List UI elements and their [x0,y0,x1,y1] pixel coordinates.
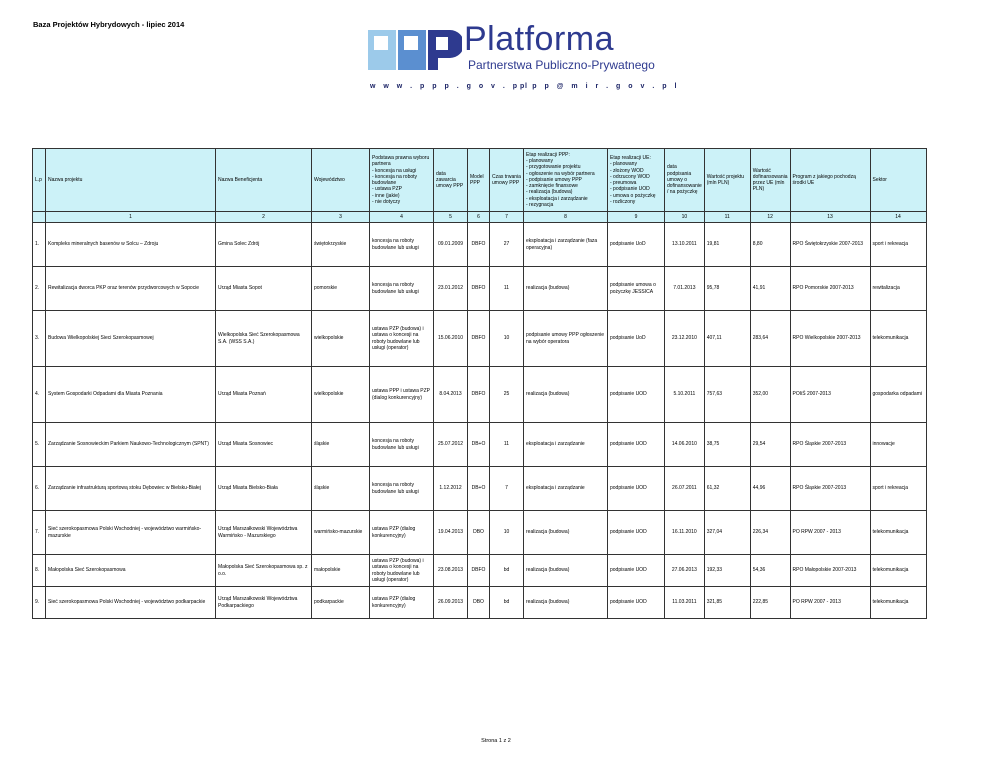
table-cell: 15.06.2010 [434,311,468,367]
table-cell: 11 [490,267,524,311]
table-cell: realizacja (budowa) [524,367,608,423]
table-cell: DB+O [468,467,490,511]
table-cell: bd [490,555,524,587]
table-row [33,555,927,587]
table-cell: 8. [33,555,46,587]
table-cell: 11.03.2011 [665,587,705,619]
table-cell: ustawa PPP i ustawa PZP (dialog konkurencyjny) [370,367,434,423]
table-cell: 2. [33,267,46,311]
header-cell: Sektor [870,149,926,212]
table-cell: 26.07.2011 [665,467,705,511]
table-row [33,467,927,511]
table-cell: telekomunikacja [870,555,926,587]
table-cell: 44,96 [750,467,790,511]
column-number-cell: 11 [704,212,750,223]
table-cell: Zarządzanie infrastrukturą sportową stoku Dębowiec w Bielsku-Białej [46,467,216,511]
table-cell: 10 [490,511,524,555]
table-cell: 19,81 [704,223,750,267]
table-cell: warmińsko-mazurskie [312,511,370,555]
table-cell: 222,85 [750,587,790,619]
table-cell: 321,85 [704,587,750,619]
table-cell: DBFO [468,311,490,367]
header-cell: Model PPP [468,149,490,212]
table-cell: DBFO [468,223,490,267]
table-cell: realizacja (budowa) [524,587,608,619]
header-cell: Województwo [312,149,370,212]
table-cell: 407,11 [704,311,750,367]
table-cell: Urząd Miasta Sopot [216,267,312,311]
header-cell: Czas trwania umowy PPP [490,149,524,212]
column-number-cell: 8 [524,212,608,223]
table-header-row [33,149,927,212]
table-cell: wielkopolskie [312,311,370,367]
header-cell: L.p [33,149,46,212]
brand-name: Platforma [464,20,614,58]
header-cell: Nazwa projektu [46,149,216,212]
table-cell: 14.06.2010 [665,423,705,467]
table-cell: RPO Pomorskie 2007-2013 [790,267,870,311]
table-cell: 54,36 [750,555,790,587]
table-row [33,267,927,311]
table-cell: RPO Śląskie 2007-2013 [790,423,870,467]
website-url[interactable]: w w w . p p p . g o v . p l [370,83,530,90]
header-cell: Etap realizacji UE: - planowany - złożony WOD - odrzucony WOD - preumowa - podpisanie UOD - umowa o pożyczkę - rozliczony [608,149,665,212]
table-row [33,587,927,619]
table-cell: Sieć szerokopasmowa Polski Wschodniej - województwo warmińsko-mazurskie [46,511,216,555]
table-cell: 192,33 [704,555,750,587]
table-cell: 9. [33,587,46,619]
table-cell: Urząd Miasta Sosnowiec [216,423,312,467]
table-cell: 38,75 [704,423,750,467]
table-cell: innowacje [870,423,926,467]
table-cell: podpisanie umowa o pożyczkę JESSICA [608,267,665,311]
table-cell: 1. [33,223,46,267]
table-cell: Urząd Miasta Poznań [216,367,312,423]
table-row [33,311,927,367]
table-cell: 8.04.2013 [434,367,468,423]
table-cell: DBO [468,587,490,619]
table-cell: System Gospodarki Odpadami dla Miasta Poznania [46,367,216,423]
column-number-cell: 2 [216,212,312,223]
column-number-cell: 1 [46,212,216,223]
table-cell: gospodarka odpadami [870,367,926,423]
table-cell: DBFO [468,267,490,311]
table-cell: telekomunikacja [870,587,926,619]
table-cell: Urząd Marszałkowski Województwa Podkarpackiego [216,587,312,619]
projects-table [32,148,927,619]
table-cell: pomorskie [312,267,370,311]
table-cell: POIiŚ 2007-2013 [790,367,870,423]
table-cell: Sieć szerokopasmowa Polski Wschodniej - województwo podkarpackie [46,587,216,619]
table-cell: sport i rekreacja [870,223,926,267]
table-cell: podkarpackie [312,587,370,619]
table-cell: 226,34 [750,511,790,555]
column-number-cell [33,212,46,223]
table-cell: 8,80 [750,223,790,267]
table-cell: 23.01.2012 [434,267,468,311]
table-cell: Budowa Wielkopolskiej Sieci Szerokopasmowej [46,311,216,367]
table-cell: Małopolska Sieć Szerokopasmowa sp. z o.o. [216,555,312,587]
table-cell: 5.10.2011 [665,367,705,423]
header-cell: data podpisania umowy o dofinansowanie / na pożyczkę [665,149,705,212]
table-cell: Urząd Marszałkowski Województwa Warmińsko - Mazurskiego [216,511,312,555]
column-number-cell: 12 [750,212,790,223]
table-row [33,223,927,267]
table-cell: podpisanie UOD [608,511,665,555]
table-cell: ustawa PZP (dialog konkurencyjny) [370,587,434,619]
ppp-logo-mark-icon [368,28,462,74]
column-number-cell: 14 [870,212,926,223]
column-number-cell: 10 [665,212,705,223]
table-cell: podpisanie UOD [608,423,665,467]
column-number-row [33,212,927,223]
table-cell: małopolskie [312,555,370,587]
table-cell: 95,78 [704,267,750,311]
table-cell: DB+O [468,423,490,467]
table-cell: RPO Śląskie 2007-2013 [790,467,870,511]
table-cell: Rewitalizacja dworca PKP oraz terenów przydworcowych w Sopocie [46,267,216,311]
table-cell: eksploatacja i zarządzanie (faza operacyjna) [524,223,608,267]
table-cell: koncesja na roboty budowlane lub usługi [370,223,434,267]
table-cell: wielkopolskie [312,367,370,423]
column-number-cell: 5 [434,212,468,223]
table-cell: 6. [33,467,46,511]
contact-email[interactable]: p p p @ m i r . g o v . p l [520,83,680,90]
table-cell: telekomunikacja [870,511,926,555]
table-cell: 1.12.2012 [434,467,468,511]
table-cell: RPO Małopolskie 2007-2013 [790,555,870,587]
table-cell: 283,64 [750,311,790,367]
brand-subtitle: Partnerstwa Publiczno-Prywatnego [468,58,655,72]
table-cell: 41,91 [750,267,790,311]
table-cell: Gmina Solec Zdrój [216,223,312,267]
table-cell: 19.04.2013 [434,511,468,555]
table-cell: telekomunikacja [870,311,926,367]
table-cell: ustawa PZP (budowa) i ustawa o koncesji na roboty budowlane lub usługi (operator) [370,311,434,367]
table-cell: eksploatacja i zarządzanie [524,467,608,511]
table-cell: podpisanie UOD [608,555,665,587]
table-cell: 09.01.2009 [434,223,468,267]
table-cell: PO RPW 2007 - 2013 [790,587,870,619]
table-cell: 13.10.2011 [665,223,705,267]
header-cell: Nazwa Beneficjenta [216,149,312,212]
table-cell: sport i rekreacja [870,467,926,511]
table-cell: podpisanie UOD [608,367,665,423]
table-row [33,511,927,555]
table-cell: śląskie [312,467,370,511]
table-cell: koncesja na roboty budowlane lub usługi [370,467,434,511]
table-cell: 10 [490,311,524,367]
table-row [33,367,927,423]
table-cell: 11 [490,423,524,467]
table-cell: 27.06.2013 [665,555,705,587]
header-cell: Wartość dofinansowania przez UE (mln PLN) [750,149,790,212]
table-cell: 3. [33,311,46,367]
header-cell: Etap realizacji PPP: - planowany - przygotowanie projektu - ogłoszenie na wybór partnera - podpisanie umowy PPP - zamknięcie finansowe - realizacja (budowa) - eksploatacja i zarządzanie - rezygnacja [524,149,608,212]
table-cell: świętokrzyskie [312,223,370,267]
table-cell: Zarządzanie Sosnowieckim Parkiem Naukowo-Technologicznym (SPNT) [46,423,216,467]
table-cell: RPO Wielkopolskie 2007-2013 [790,311,870,367]
table-cell: 29,54 [750,423,790,467]
column-number-cell: 6 [468,212,490,223]
header-cell: Podstawa prawna wyboru partnera - koncesja na usługi - koncesja na roboty budowlane - ustawa PZP - inne (jakie) - nie dotyczy [370,149,434,212]
column-number-cell: 9 [608,212,665,223]
table-cell: PO RPW 2007 - 2013 [790,511,870,555]
header-cell: data zawarcia umowy PPP [434,149,468,212]
table-cell: 327,04 [704,511,750,555]
page-footer: Strona 1 z 2 [481,738,511,744]
table-cell: koncesja na roboty budowlane lub usługi [370,267,434,311]
column-number-cell: 7 [490,212,524,223]
table-cell: 27 [490,223,524,267]
header-cell: Program z jakiego pochodzą środki UE [790,149,870,212]
table-cell: 16.11.2010 [665,511,705,555]
table-cell: 26.09.2013 [434,587,468,619]
table-cell: podpisanie UOD [608,467,665,511]
column-number-cell: 4 [370,212,434,223]
table-cell: 352,00 [750,367,790,423]
table-row [33,423,927,467]
table-cell: DBFO [468,367,490,423]
table-cell: 23.12.2010 [665,311,705,367]
table-cell: Kompleks mineralnych basenów w Solcu – Zdroju [46,223,216,267]
table-cell: śląskie [312,423,370,467]
table-cell: 61,32 [704,467,750,511]
table-cell: podpisanie UoD [608,223,665,267]
table-cell: eksploatacja i zarządzanie [524,423,608,467]
table-cell: RPO Świętokrzyskie 2007-2013 [790,223,870,267]
table-cell: 7. [33,511,46,555]
table-cell: 25.07.2012 [434,423,468,467]
table-cell: Małopolska Sieć Szerokopasmowa [46,555,216,587]
table-cell: Urząd Miasta Bielsko-Biała [216,467,312,511]
table-cell: rewitalizacja [870,267,926,311]
table-cell: podpisanie umowy PPP ogłoszenie na wybór operatora [524,311,608,367]
table-cell: 7 [490,467,524,511]
table-cell: ustawa PZP (budowa) i ustawa o koncesji na roboty budowlane lub usługi (operator) [370,555,434,587]
table-cell: realizacja (budowa) [524,511,608,555]
table-cell: realizacja (budowa) [524,555,608,587]
table-cell: 25 [490,367,524,423]
table-cell: podpisanie UoD [608,311,665,367]
table-cell: 23.08.2013 [434,555,468,587]
table-cell: ustawa PZP (dialog konkurencyjny) [370,511,434,555]
document-title: Baza Projektów Hybrydowych - lipiec 2014 [33,20,185,29]
table-cell: DBFO [468,555,490,587]
table-cell: koncesja na roboty budowlane lub usługi [370,423,434,467]
table-cell: podpisanie UOD [608,587,665,619]
table-cell: DBO [468,511,490,555]
column-number-cell: 3 [312,212,370,223]
header-cell: Wartość projektu (mln PLN) [704,149,750,212]
table-cell: 4. [33,367,46,423]
table-cell: 5. [33,423,46,467]
table-cell: realizacja (budowa) [524,267,608,311]
table-cell: 7.01.2013 [665,267,705,311]
column-number-cell: 13 [790,212,870,223]
table-cell: Wielkopolska Sieć Szerokopasmowa S.A. (WSS S.A.) [216,311,312,367]
table-cell: bd [490,587,524,619]
table-cell: 757,63 [704,367,750,423]
